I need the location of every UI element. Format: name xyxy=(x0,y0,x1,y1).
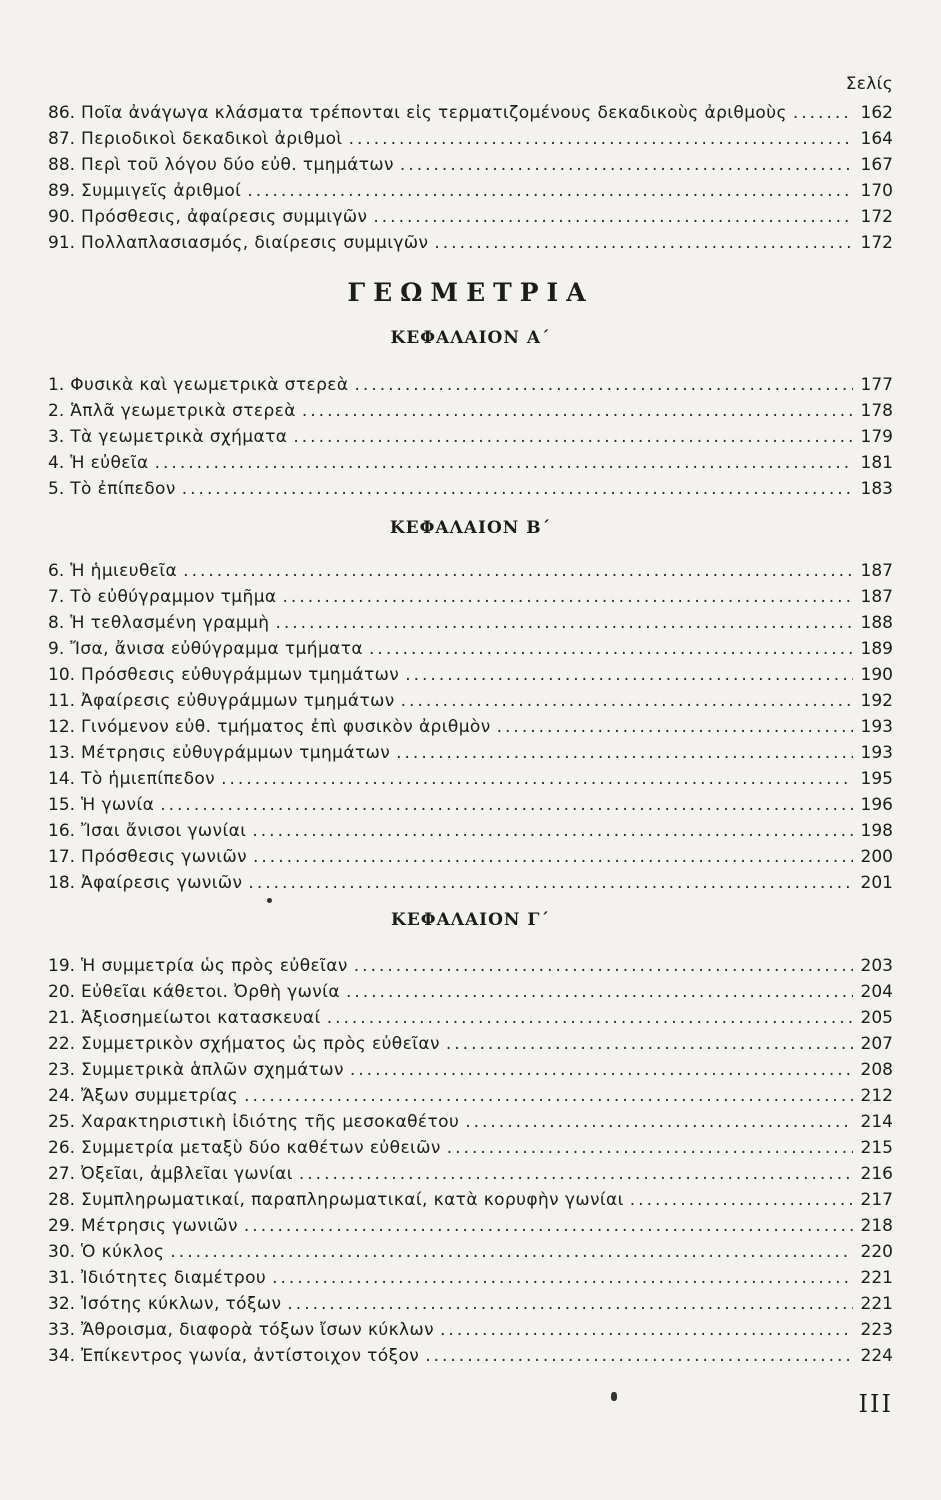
toc-entry-title: Χαρακτηριστικὴ ἰδιότης τῆς μεσοκαθέτου xyxy=(81,1112,460,1132)
toc-entry xyxy=(48,1291,893,1317)
toc-entry-title: Ἡ τεθλασμένη γραμμὴ xyxy=(70,613,270,633)
toc-entry-title: Τὸ εὐθύγραμμον τμῆμα xyxy=(70,587,277,607)
toc-entry-number: 24. xyxy=(48,1086,76,1106)
toc-entry-title: Εὐθεῖαι κάθετοι. Ὀρθὴ γωνία xyxy=(81,982,340,1002)
toc-entry xyxy=(48,178,893,204)
toc-dot-leader xyxy=(401,688,853,714)
toc-entry xyxy=(48,1109,893,1135)
toc-entry xyxy=(48,1135,893,1161)
toc-entry-title: Ἴσαι ἄνισοι γωνίαι xyxy=(81,821,247,841)
toc-entry xyxy=(48,372,893,398)
page-column-header: Σελίς xyxy=(845,74,893,94)
toc-entry-page: 164 xyxy=(860,129,893,149)
toc-dot-leader xyxy=(354,372,853,398)
toc-dot-leader xyxy=(373,204,853,230)
toc-entry xyxy=(48,476,893,502)
chapter-a-heading: ΚΕΦΑΛΑΙΟΝ Α΄ xyxy=(390,328,551,348)
toc-entry xyxy=(48,1343,893,1369)
toc-entry-title: Συμμετρικὸν σχήματος ὡς πρὸς εὐθεῖαν xyxy=(81,1034,440,1054)
toc-entry-number: 15. xyxy=(48,795,76,815)
toc-entry xyxy=(48,204,893,230)
toc-dot-leader xyxy=(434,230,853,256)
toc-entry-page: 188 xyxy=(860,613,893,633)
toc-entry-number: 7. xyxy=(48,587,65,607)
toc-dot-leader xyxy=(396,740,853,766)
toc-dot-leader xyxy=(400,152,853,178)
chapter-c-heading: ΚΕΦΑΛΑΙΟΝ Γ΄ xyxy=(391,910,550,930)
toc-entry-title: Πολλαπλασιασμός, διαίρεσις συμμιγῶν xyxy=(81,233,429,253)
toc-dot-leader xyxy=(183,558,853,584)
toc-entry-number: 28. xyxy=(48,1190,76,1210)
toc-entry-page: 187 xyxy=(860,587,893,607)
toc-entry-page: 212 xyxy=(860,1086,893,1106)
toc-dot-leader xyxy=(349,126,853,152)
toc-entry-number: 17. xyxy=(48,847,76,867)
toc-entry-title: Ἐπίκεντρος γωνία, ἀντίστοιχον τόξον xyxy=(81,1346,420,1366)
toc-entry xyxy=(48,1083,893,1109)
toc-entry-number: 12. xyxy=(48,717,76,737)
toc-entry-page: 221 xyxy=(860,1294,893,1314)
toc-dot-leader xyxy=(275,610,853,636)
toc-entry-title: Ἴσα, ἄνισα εὐθύγραμμα τμήματα xyxy=(70,639,364,659)
toc-entry-number: 26. xyxy=(48,1138,76,1158)
toc-entry xyxy=(48,766,893,792)
toc-dot-leader xyxy=(327,1005,853,1031)
toc-entry-page: 205 xyxy=(860,1008,893,1028)
toc-entry-title: Ἡ εὐθεῖα xyxy=(70,453,149,473)
toc-entry-number: 33. xyxy=(48,1320,76,1340)
toc-entry-number: 91. xyxy=(48,233,76,253)
toc-entry-page: 162 xyxy=(860,103,893,123)
toc-dot-leader xyxy=(440,1317,853,1343)
toc-entry-number: 89. xyxy=(48,181,76,201)
toc-entry-page: 172 xyxy=(860,207,893,227)
toc-entry-page: 179 xyxy=(860,427,893,447)
toc-entry-title: Συμπληρωματικαί, παραπληρωματικαί, κατὰ κορυφὴν γωνίαι xyxy=(81,1190,624,1210)
toc-entry-page: 224 xyxy=(860,1346,893,1366)
toc-dot-leader xyxy=(630,1187,853,1213)
toc-entry-page: 217 xyxy=(860,1190,893,1210)
toc-entry-title: Περὶ τοῦ λόγου δύο εὐθ. τμημάτων xyxy=(81,155,394,175)
toc-entry xyxy=(48,740,893,766)
toc-entry-title: Ἡ γωνία xyxy=(81,795,155,815)
toc-entry-title: Πρόσθεσις γωνιῶν xyxy=(81,847,247,867)
toc-dot-leader xyxy=(346,979,853,1005)
toc-entry-page: 216 xyxy=(860,1164,893,1184)
toc-entry xyxy=(48,610,893,636)
toc-entry-page: 221 xyxy=(860,1268,893,1288)
toc-entry xyxy=(48,1239,893,1265)
toc-entry xyxy=(48,688,893,714)
toc-entry-number: 88. xyxy=(48,155,76,175)
toc-entry xyxy=(48,636,893,662)
toc-entry-title: Ἁπλᾶ γεωμετρικὰ στερεὰ xyxy=(70,401,296,421)
toc-entry-page: 187 xyxy=(860,561,893,581)
toc-entry-title: Ὀξεῖαι, ἀμβλεῖαι γωνίαι xyxy=(81,1164,293,1184)
toc-entry xyxy=(48,1161,893,1187)
toc-entry-page: 172 xyxy=(860,233,893,253)
toc-entry-title: Ποῖα ἀνάγωγα κλάσματα τρέπονται εἰς τερματιζομένους δεκαδικοὺς ἀριθμοὺς xyxy=(81,103,787,123)
toc-entry-number: 31. xyxy=(48,1268,76,1288)
toc-entry xyxy=(48,1057,893,1083)
toc-entry-page: 190 xyxy=(860,665,893,685)
toc-entry-number: 86. xyxy=(48,103,76,123)
toc-entry-number: 19. xyxy=(48,956,76,976)
toc-entry-title: Ἀξιοσημείωτοι κατασκευαί xyxy=(81,1008,321,1028)
chapter-b-heading: ΚΕΦΑΛΑΙΟΝ Β΄ xyxy=(389,518,552,538)
toc-entry-title: Συμμιγεῖς ἀριθμοί xyxy=(81,181,242,201)
toc-entry-page: 201 xyxy=(860,873,893,893)
toc-entry-title: Ἀφαίρεσις γωνιῶν xyxy=(81,873,243,893)
toc-entry-number: 22. xyxy=(48,1034,76,1054)
toc-entry-number: 13. xyxy=(48,743,76,763)
print-speck xyxy=(267,898,272,903)
toc-entry-title: Ἄθροισμα, διαφορὰ τόξων ἴσων κύκλων xyxy=(81,1320,435,1340)
toc-dot-leader xyxy=(446,1031,853,1057)
toc-entry-number: 21. xyxy=(48,1008,76,1028)
toc-entry-page: 189 xyxy=(860,639,893,659)
toc-entry xyxy=(48,1031,893,1057)
toc-list-arithmetic xyxy=(48,100,893,256)
toc-entry-page: 203 xyxy=(860,956,893,976)
toc-entry xyxy=(48,979,893,1005)
toc-entry-number: 23. xyxy=(48,1060,76,1080)
toc-entry xyxy=(48,450,893,476)
print-speck xyxy=(611,1392,617,1401)
toc-dot-leader xyxy=(272,1265,853,1291)
toc-entry-title: Πρόσθεσις, ἀφαίρεσις συμμιγῶν xyxy=(81,207,368,227)
toc-entry xyxy=(48,870,893,896)
toc-entry xyxy=(48,1005,893,1031)
toc-dot-leader xyxy=(354,953,853,979)
toc-entry xyxy=(48,584,893,610)
toc-entry-title: Τὸ ἡμιεπίπεδον xyxy=(81,769,216,789)
toc-entry-title: Ἰδιότητες διαμέτρου xyxy=(81,1268,267,1288)
toc-entry-title: Πρόσθεσις εὐθυγράμμων τμημάτων xyxy=(81,665,400,685)
toc-dot-leader xyxy=(425,1343,853,1369)
toc-entry-number: 16. xyxy=(48,821,76,841)
toc-entry-page: 214 xyxy=(860,1112,893,1132)
toc-entry-number: 4. xyxy=(48,453,65,473)
toc-entry-title: Ἡ συμμετρία ὡς πρὸς εὐθεῖαν xyxy=(81,956,348,976)
toc-entry xyxy=(48,230,893,256)
toc-dot-leader xyxy=(287,1291,853,1317)
toc-entry xyxy=(48,1187,893,1213)
toc-entry-title: Ἰσότης κύκλων, τόξων xyxy=(81,1294,282,1314)
toc-entry xyxy=(48,1317,893,1343)
toc-dot-leader xyxy=(369,636,853,662)
toc-entry-title: Συμμετρία μεταξὺ δύο καθέτων εὐθειῶν xyxy=(81,1138,441,1158)
toc-entry-page: 193 xyxy=(860,717,893,737)
toc-entry-title: Τὸ ἐπίπεδον xyxy=(70,479,176,499)
toc-entry xyxy=(48,152,893,178)
toc-entry xyxy=(48,844,893,870)
toc-entry-page: 193 xyxy=(860,743,893,763)
toc-entry-title: Συμμετρικὰ ἁπλῶν σχημάτων xyxy=(81,1060,344,1080)
toc-entry-page: 181 xyxy=(860,453,893,473)
toc-dot-leader xyxy=(244,1213,853,1239)
toc-entry-title: Μέτρησις εὐθυγράμμων τμημάτων xyxy=(81,743,391,763)
toc-entry-number: 25. xyxy=(48,1112,76,1132)
toc-entry-page: 178 xyxy=(860,401,893,421)
toc-dot-leader xyxy=(299,1161,853,1187)
toc-dot-leader xyxy=(221,766,853,792)
toc-entry xyxy=(48,714,893,740)
toc-entry xyxy=(48,1213,893,1239)
toc-entry-number: 14. xyxy=(48,769,76,789)
toc-entry-page: 195 xyxy=(860,769,893,789)
toc-entry-number: 10. xyxy=(48,665,76,685)
toc-entry-number: 18. xyxy=(48,873,76,893)
toc-entry xyxy=(48,1265,893,1291)
toc-entry-page: 192 xyxy=(860,691,893,711)
toc-entry-number: 8. xyxy=(48,613,65,633)
toc-dot-leader xyxy=(170,1239,853,1265)
toc-dot-leader xyxy=(253,844,853,870)
toc-dot-leader xyxy=(465,1109,853,1135)
toc-entry-title: Μέτρησις γωνιῶν xyxy=(81,1216,238,1236)
toc-entry-number: 11. xyxy=(48,691,76,711)
toc-entry xyxy=(48,953,893,979)
toc-dot-leader xyxy=(160,792,853,818)
toc-entry-number: 32. xyxy=(48,1294,76,1314)
toc-entry-page: 223 xyxy=(860,1320,893,1340)
toc-dot-leader xyxy=(405,662,853,688)
toc-entry-title: Ἡ ἡμιευθεῖα xyxy=(70,561,178,581)
toc-entry-title: Περιοδικοὶ δεκαδικοὶ ἀριθμοὶ xyxy=(81,129,343,149)
toc-entry-number: 3. xyxy=(48,427,65,447)
toc-dot-leader xyxy=(247,178,853,204)
toc-dot-leader xyxy=(155,450,853,476)
toc-entry-number: 27. xyxy=(48,1164,76,1184)
toc-entry-number: 5. xyxy=(48,479,65,499)
toc-entry-page: 204 xyxy=(860,982,893,1002)
toc-entry-number: 30. xyxy=(48,1242,76,1262)
toc-dot-leader xyxy=(447,1135,853,1161)
toc-entry-title: Ὁ κύκλος xyxy=(81,1242,165,1262)
toc-entry-page: 167 xyxy=(860,155,893,175)
toc-entry xyxy=(48,792,893,818)
toc-entry-page: 215 xyxy=(860,1138,893,1158)
toc-dot-leader xyxy=(182,476,853,502)
toc-entry xyxy=(48,818,893,844)
toc-entry-number: 90. xyxy=(48,207,76,227)
toc-entry xyxy=(48,424,893,450)
toc-entry-page: 207 xyxy=(860,1034,893,1054)
toc-dot-leader xyxy=(497,714,853,740)
toc-entry-number: 29. xyxy=(48,1216,76,1236)
toc-entry-title: Ἄξων συμμετρίας xyxy=(81,1086,239,1106)
toc-entry-page: 196 xyxy=(860,795,893,815)
toc-entry-number: 34. xyxy=(48,1346,76,1366)
toc-list-chapter-c xyxy=(48,953,893,1369)
toc-entry-page: 183 xyxy=(860,479,893,499)
section-title: ΓΕΩΜΕΤΡΙΑ xyxy=(347,278,594,307)
toc-entry-page: 177 xyxy=(860,375,893,395)
toc-entry-page: 220 xyxy=(860,1242,893,1262)
toc-dot-leader xyxy=(293,424,853,450)
toc-entry-title: Ἀφαίρεσις εὐθυγράμμων τμημάτων xyxy=(81,691,395,711)
toc-dot-leader xyxy=(302,398,853,424)
toc-entry-number: 9. xyxy=(48,639,65,659)
toc-entry-title: Γινόμενον εὐθ. τμήματος ἐπὶ φυσικὸν ἀριθμὸν xyxy=(81,717,491,737)
toc-entry-page: 198 xyxy=(860,821,893,841)
toc-list-chapter-b xyxy=(48,558,893,896)
toc-entry xyxy=(48,126,893,152)
toc-entry-title: Τὰ γεωμετρικὰ σχήματα xyxy=(70,427,288,447)
toc-entry xyxy=(48,662,893,688)
toc-entry-number: 6. xyxy=(48,561,65,581)
toc-entry xyxy=(48,398,893,424)
toc-entry xyxy=(48,558,893,584)
toc-entry-page: 218 xyxy=(860,1216,893,1236)
toc-list-chapter-a xyxy=(48,372,893,502)
page-folio: III xyxy=(858,1390,893,1418)
toc-entry-page: 170 xyxy=(860,181,893,201)
toc-entry-number: 1. xyxy=(48,375,65,395)
toc-entry-number: 2. xyxy=(48,401,65,421)
toc-dot-leader xyxy=(283,584,853,610)
toc-dot-leader xyxy=(244,1083,853,1109)
toc-entry xyxy=(48,100,893,126)
toc-dot-leader xyxy=(248,870,853,896)
toc-dot-leader xyxy=(350,1057,853,1083)
toc-entry-number: 20. xyxy=(48,982,76,1002)
toc-entry-page: 200 xyxy=(860,847,893,867)
toc-dot-leader xyxy=(793,100,853,126)
toc-dot-leader xyxy=(252,818,853,844)
toc-entry-page: 208 xyxy=(860,1060,893,1080)
toc-entry-number: 87. xyxy=(48,129,76,149)
toc-entry-title: Φυσικὰ καὶ γεωμετρικὰ στερεὰ xyxy=(70,375,349,395)
